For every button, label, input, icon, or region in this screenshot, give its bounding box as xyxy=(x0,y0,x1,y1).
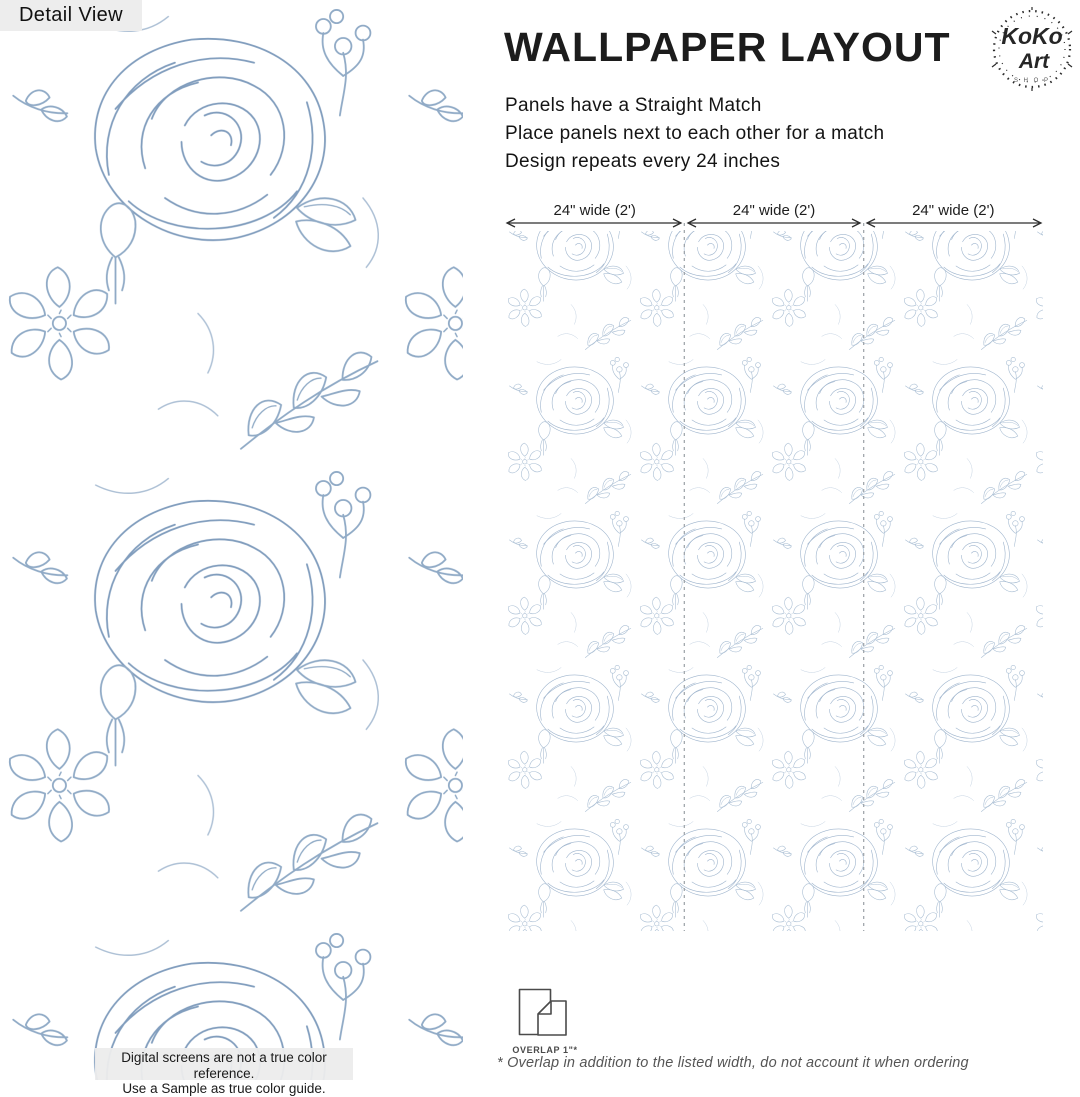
color-disclaimer-line-1: Digital screens are not a true color reference. xyxy=(121,1050,327,1081)
koko-art-shop-logo xyxy=(986,4,1078,98)
panel-width-label: 24" wide (2') xyxy=(553,202,636,219)
panel-width-label: 24" wide (2') xyxy=(912,202,995,219)
match-instructions xyxy=(505,92,884,176)
dimension-arrows xyxy=(507,219,1041,227)
overlap-label: OVERLAP 1"* xyxy=(512,1045,578,1055)
detail-view-label xyxy=(0,0,142,31)
logo-text-shop: S H O P xyxy=(1013,78,1051,84)
color-disclaimer-line-2: Use a Sample as true color guide. xyxy=(122,1081,326,1096)
page-title: WALLPAPER LAYOUT xyxy=(504,24,951,70)
color-disclaimer xyxy=(95,1048,353,1096)
logo-text-koko: KoKo xyxy=(1001,23,1063,49)
overlap-info xyxy=(503,988,587,1055)
overlap-note: * Overlap in addition to the listed width, do not account it when ordering xyxy=(497,1055,969,1071)
match-info-line-3: Design repeats every 24 inches xyxy=(505,151,781,172)
match-info-line-1: Panels have a Straight Match xyxy=(505,95,762,116)
match-info-line-2: Place panels next to each other for a match xyxy=(505,123,885,144)
detail-view-label-text: Detail View xyxy=(18,4,124,26)
detail-view-pattern xyxy=(0,0,463,1080)
panel-width-label: 24" wide (2') xyxy=(732,202,816,219)
overlap-icon xyxy=(518,988,572,1038)
panel-strip-pattern xyxy=(505,231,1043,931)
logo-text-art: Art xyxy=(1018,50,1050,73)
panel-layout-diagram xyxy=(505,200,1043,931)
